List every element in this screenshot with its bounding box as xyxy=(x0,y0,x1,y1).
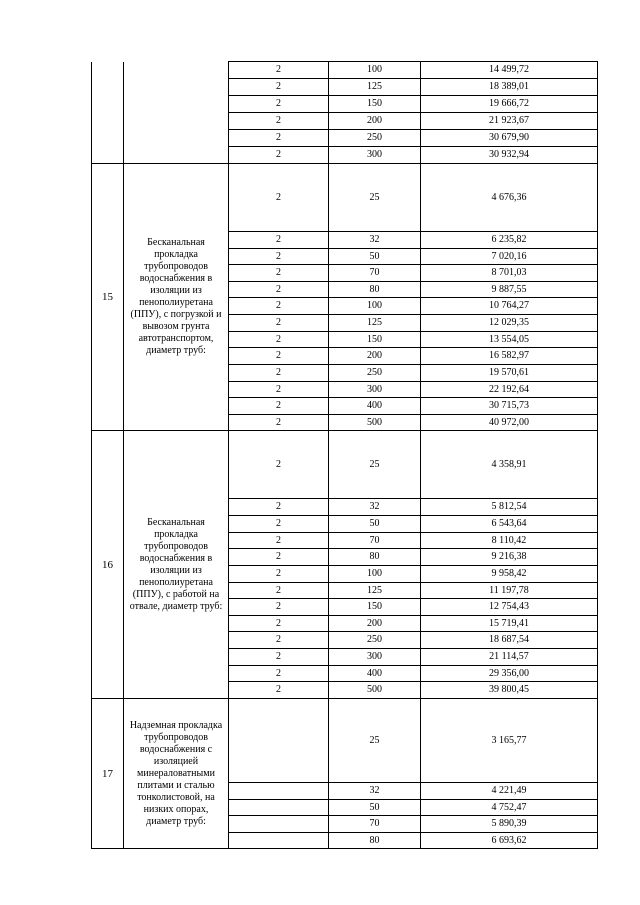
price-cell: 4 221,49 xyxy=(421,783,598,800)
price-table xyxy=(91,61,598,849)
pipe-diameter-cell: 250 xyxy=(329,130,421,147)
layers-count-cell: 2 xyxy=(229,649,329,666)
pipe-diameter-cell: 80 xyxy=(329,833,421,849)
price-cell: 6 543,64 xyxy=(421,516,598,533)
layers-count-cell: 2 xyxy=(229,265,329,282)
pipe-diameter-cell: 250 xyxy=(329,632,421,649)
price-cell: 19 570,61 xyxy=(421,365,598,382)
layers-count-cell: 2 xyxy=(229,431,329,499)
price-cell: 30 715,73 xyxy=(421,398,598,415)
price-cell: 19 666,72 xyxy=(421,96,598,113)
pipe-diameter-cell: 50 xyxy=(329,516,421,533)
item-description: Бесканальная прокладка трубопроводов водоснабжения в изоляции из пенополиуретана (ППУ), с работой на отвале, диаметр труб: xyxy=(124,431,229,699)
price-cell: 6 235,82 xyxy=(421,232,598,249)
layers-count-cell: 2 xyxy=(229,298,329,315)
layers-count-cell: 2 xyxy=(229,147,329,164)
pipe-diameter-cell: 80 xyxy=(329,549,421,566)
layers-count-cell xyxy=(229,816,329,833)
price-cell: 12 754,43 xyxy=(421,599,598,616)
price-cell: 10 764,27 xyxy=(421,298,598,315)
price-cell: 16 582,97 xyxy=(421,348,598,365)
pipe-diameter-cell: 400 xyxy=(329,666,421,682)
layers-count-cell: 2 xyxy=(229,130,329,147)
price-cell: 15 719,41 xyxy=(421,616,598,632)
table-row xyxy=(92,164,598,232)
layers-count-cell: 2 xyxy=(229,616,329,632)
pipe-diameter-cell: 32 xyxy=(329,232,421,249)
pipe-diameter-cell: 80 xyxy=(329,282,421,298)
pipe-diameter-cell: 25 xyxy=(329,699,421,783)
price-cell: 9 958,42 xyxy=(421,566,598,583)
price-cell: 5 812,54 xyxy=(421,499,598,516)
pipe-diameter-cell: 125 xyxy=(329,79,421,96)
item-number: 16 xyxy=(92,431,124,699)
price-cell: 8 701,03 xyxy=(421,265,598,282)
pipe-diameter-cell: 100 xyxy=(329,566,421,583)
layers-count-cell: 2 xyxy=(229,398,329,415)
layers-count-cell: 2 xyxy=(229,96,329,113)
pipe-diameter-cell: 200 xyxy=(329,113,421,130)
layers-count-cell: 2 xyxy=(229,164,329,232)
price-cell: 7 020,16 xyxy=(421,249,598,265)
item-description: Надземная прокладка трубопроводов водоснабжения с изоляцией минераловатными плитами и сталью тонколистовой, на низких опорах, диаметр труб: xyxy=(124,699,229,849)
price-cell: 21 114,57 xyxy=(421,649,598,666)
layers-count-cell: 2 xyxy=(229,415,329,431)
price-cell: 22 192,64 xyxy=(421,382,598,398)
item-number xyxy=(92,62,124,164)
layers-count-cell: 2 xyxy=(229,348,329,365)
pipe-diameter-cell: 500 xyxy=(329,415,421,431)
price-cell: 4 676,36 xyxy=(421,164,598,232)
price-cell: 5 890,39 xyxy=(421,816,598,833)
pipe-diameter-cell: 50 xyxy=(329,249,421,265)
layers-count-cell: 2 xyxy=(229,682,329,699)
layers-count-cell: 2 xyxy=(229,249,329,265)
price-cell: 6 693,62 xyxy=(421,833,598,849)
price-cell: 18 389,01 xyxy=(421,79,598,96)
pipe-diameter-cell: 125 xyxy=(329,583,421,599)
pipe-diameter-cell: 200 xyxy=(329,616,421,632)
item-number: 15 xyxy=(92,164,124,431)
layers-count-cell: 2 xyxy=(229,499,329,516)
layers-count-cell: 2 xyxy=(229,599,329,616)
layers-count-cell xyxy=(229,800,329,816)
layers-count-cell: 2 xyxy=(229,62,329,79)
layers-count-cell: 2 xyxy=(229,516,329,533)
price-cell: 4 358,91 xyxy=(421,431,598,499)
pipe-diameter-cell: 50 xyxy=(329,800,421,816)
pipe-diameter-cell: 200 xyxy=(329,348,421,365)
pipe-diameter-cell: 150 xyxy=(329,332,421,348)
price-table-body xyxy=(92,62,598,849)
layers-count-cell: 2 xyxy=(229,332,329,348)
layers-count-cell: 2 xyxy=(229,382,329,398)
layers-count-cell: 2 xyxy=(229,632,329,649)
pipe-diameter-cell: 150 xyxy=(329,599,421,616)
layers-count-cell: 2 xyxy=(229,365,329,382)
price-cell: 13 554,05 xyxy=(421,332,598,348)
pipe-diameter-cell: 70 xyxy=(329,265,421,282)
pipe-diameter-cell: 70 xyxy=(329,816,421,833)
item-description xyxy=(124,62,229,164)
price-cell: 30 679,90 xyxy=(421,130,598,147)
pipe-diameter-cell: 32 xyxy=(329,499,421,516)
layers-count-cell: 2 xyxy=(229,232,329,249)
pipe-diameter-cell: 300 xyxy=(329,649,421,666)
pipe-diameter-cell: 300 xyxy=(329,147,421,164)
pipe-diameter-cell: 70 xyxy=(329,533,421,549)
item-number: 17 xyxy=(92,699,124,849)
layers-count-cell: 2 xyxy=(229,79,329,96)
pipe-diameter-cell: 250 xyxy=(329,365,421,382)
table-row xyxy=(92,62,598,79)
layers-count-cell xyxy=(229,833,329,849)
pipe-diameter-cell: 25 xyxy=(329,431,421,499)
item-description: Бесканальная прокладка трубопроводов водоснабжения в изоляции из пенополиуретана (ППУ), с погрузкой и вывозом грунта автотранспортом, диаметр труб: xyxy=(124,164,229,431)
pipe-diameter-cell: 150 xyxy=(329,96,421,113)
price-cell: 8 110,42 xyxy=(421,533,598,549)
pipe-diameter-cell: 100 xyxy=(329,298,421,315)
table-row xyxy=(92,699,598,783)
price-cell: 9 216,38 xyxy=(421,549,598,566)
layers-count-cell: 2 xyxy=(229,533,329,549)
price-cell: 4 752,47 xyxy=(421,800,598,816)
layers-count-cell xyxy=(229,699,329,783)
layers-count-cell: 2 xyxy=(229,566,329,583)
layers-count-cell: 2 xyxy=(229,583,329,599)
pipe-diameter-cell: 100 xyxy=(329,62,421,79)
layers-count-cell: 2 xyxy=(229,282,329,298)
layers-count-cell xyxy=(229,783,329,800)
layers-count-cell: 2 xyxy=(229,666,329,682)
price-cell: 18 687,54 xyxy=(421,632,598,649)
price-cell: 39 800,45 xyxy=(421,682,598,699)
pipe-diameter-cell: 400 xyxy=(329,398,421,415)
pipe-diameter-cell: 25 xyxy=(329,164,421,232)
pipe-diameter-cell: 125 xyxy=(329,315,421,332)
table-row xyxy=(92,431,598,499)
price-cell: 11 197,78 xyxy=(421,583,598,599)
price-cell: 21 923,67 xyxy=(421,113,598,130)
price-cell: 12 029,35 xyxy=(421,315,598,332)
pipe-diameter-cell: 500 xyxy=(329,682,421,699)
layers-count-cell: 2 xyxy=(229,113,329,130)
price-cell: 9 887,55 xyxy=(421,282,598,298)
pipe-diameter-cell: 300 xyxy=(329,382,421,398)
price-cell: 30 932,94 xyxy=(421,147,598,164)
pipe-diameter-cell: 32 xyxy=(329,783,421,800)
price-cell: 29 356,00 xyxy=(421,666,598,682)
price-cell: 14 499,72 xyxy=(421,62,598,79)
price-cell: 3 165,77 xyxy=(421,699,598,783)
price-cell: 40 972,00 xyxy=(421,415,598,431)
layers-count-cell: 2 xyxy=(229,315,329,332)
layers-count-cell: 2 xyxy=(229,549,329,566)
